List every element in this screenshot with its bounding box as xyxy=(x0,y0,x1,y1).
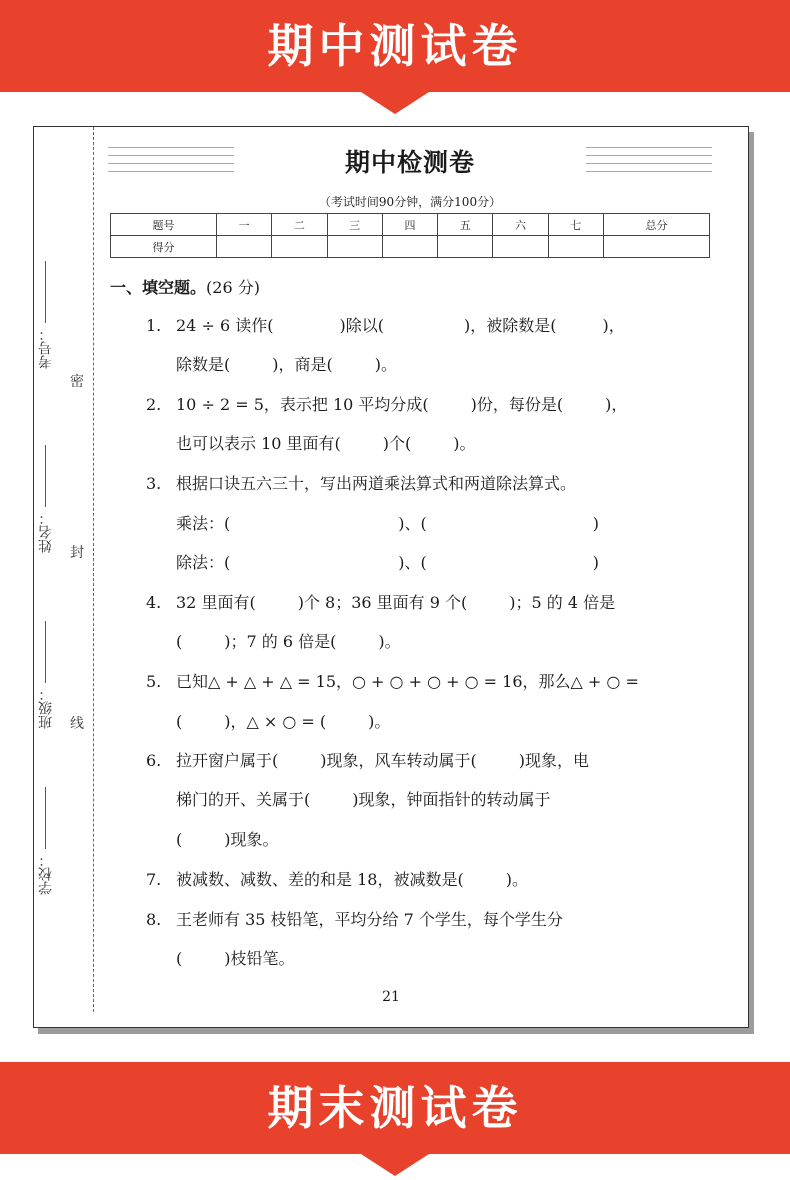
text: )、( xyxy=(398,514,427,533)
table-cell: 五 xyxy=(438,214,493,236)
table-cell: 七 xyxy=(548,214,603,236)
question-1-line-2 xyxy=(176,357,397,373)
top-banner: 期中测试卷 xyxy=(0,0,790,92)
text: ) xyxy=(592,553,599,572)
question-2-line-1 xyxy=(146,397,627,413)
question-6-line-2 xyxy=(176,792,551,808)
field-label: 班级： xyxy=(38,687,54,729)
section-title-text: 一、填空题。 xyxy=(110,278,207,297)
text: 24 ÷ 6 读作( xyxy=(176,316,274,335)
binding-dashed-line xyxy=(93,127,94,1012)
question-8-line-2 xyxy=(176,951,295,967)
text: )，被除数是( xyxy=(463,316,557,335)
question-number: 4. xyxy=(146,593,162,612)
table-cell: 六 xyxy=(493,214,548,236)
section-points: (26 分) xyxy=(206,278,260,297)
field-class xyxy=(36,621,62,729)
text: )；5 的 4 倍是 xyxy=(509,593,616,612)
score-table-score-row xyxy=(111,236,710,258)
field-label: 考号： xyxy=(38,327,54,369)
text: )现象，钟面指针的转动属于 xyxy=(352,790,551,809)
field-exam-number xyxy=(36,261,62,369)
question-4-line-2 xyxy=(176,634,401,650)
page-title: 期中检测卷 xyxy=(344,148,475,177)
text: )枝铅笔。 xyxy=(224,949,295,968)
field-blank xyxy=(46,445,47,507)
text: )，商是( xyxy=(272,355,333,374)
text: )。 xyxy=(374,355,397,374)
text: ( xyxy=(176,949,183,968)
text: ( xyxy=(176,632,183,651)
text: 10 ÷ 2 = 5，表示把 10 平均分成( xyxy=(176,395,429,414)
score-cell[interactable] xyxy=(548,236,603,258)
question-number: 8. xyxy=(146,910,162,929)
question-1-line-1 xyxy=(146,318,625,334)
seal-mi: 密 xyxy=(70,374,84,390)
text: )份，每份是( xyxy=(470,395,564,414)
score-cell[interactable] xyxy=(382,236,437,258)
table-cell: 一 xyxy=(216,214,271,236)
score-cell[interactable] xyxy=(272,236,327,258)
text: )现象，风车转动属于( xyxy=(320,751,477,770)
field-blank xyxy=(46,261,47,323)
question-6-line-1 xyxy=(146,753,589,769)
text: )除以( xyxy=(339,316,384,335)
question-7 xyxy=(146,872,528,888)
table-cell: 四 xyxy=(382,214,437,236)
text: )；7 的 6 倍是( xyxy=(224,632,337,651)
question-6-line-3 xyxy=(176,832,279,848)
text: 32 里面有( xyxy=(176,593,256,612)
text: ) xyxy=(592,514,599,533)
text: )个( xyxy=(382,434,412,453)
text: 除数是( xyxy=(176,355,231,374)
text: )，△ × ○ = ( xyxy=(224,712,327,731)
text: )， xyxy=(605,395,628,414)
question-number: 7. xyxy=(146,870,162,889)
question-3-multiplication xyxy=(176,516,599,532)
question-number: 3. xyxy=(146,474,162,493)
text: ( xyxy=(176,712,183,731)
bottom-banner: 期末测试卷 xyxy=(0,1062,790,1154)
text: 梯门的开、关属于( xyxy=(176,790,311,809)
text: )现象。 xyxy=(224,830,279,849)
score-cell[interactable] xyxy=(216,236,271,258)
title-row xyxy=(108,143,712,183)
text: 王老师有 35 枝铅笔，平均分给 7 个学生，每个学生分 xyxy=(176,910,563,929)
text: 除法：( xyxy=(176,553,231,572)
question-number: 6. xyxy=(146,751,162,770)
seal-xian: 线 xyxy=(70,716,84,732)
field-blank xyxy=(46,621,47,683)
question-number: 5. xyxy=(146,672,162,691)
exam-info: （考试时间90分钟，满分100分） xyxy=(318,195,502,209)
field-school xyxy=(36,787,62,895)
question-3-line-1 xyxy=(146,476,576,492)
field-blank xyxy=(46,787,47,849)
question-5-line-2 xyxy=(176,714,390,730)
text: 乘法：( xyxy=(176,514,231,533)
question-3-division xyxy=(176,555,599,571)
bottom-banner-arrow xyxy=(361,1154,429,1176)
score-table-header-row xyxy=(111,214,710,236)
page-number: 21 xyxy=(382,989,400,1005)
table-cell: 题号 xyxy=(111,214,217,236)
top-banner-arrow xyxy=(361,92,429,114)
text: 根据口诀五六三十，写出两道乘法算式和两道除法算式。 xyxy=(176,474,577,493)
text: )。 xyxy=(378,632,401,651)
question-5-line-1 xyxy=(146,674,639,690)
table-cell: 得分 xyxy=(111,236,217,258)
score-cell[interactable] xyxy=(438,236,493,258)
field-label: 姓名： xyxy=(38,511,54,553)
table-cell: 总分 xyxy=(603,214,709,236)
field-label: 学校： xyxy=(38,853,54,895)
question-number: 1. xyxy=(146,316,162,335)
table-cell: 三 xyxy=(327,214,382,236)
question-8-line-1 xyxy=(146,912,563,928)
text: 也可以表示 10 里面有( xyxy=(176,434,341,453)
seal-feng: 封 xyxy=(70,545,84,561)
text: )、( xyxy=(398,553,427,572)
binding-margin xyxy=(34,127,94,1027)
question-2-line-2 xyxy=(176,436,476,452)
text: 被减数、减数、差的和是 18，被减数是( xyxy=(176,870,464,889)
text: )。 xyxy=(453,434,476,453)
text: )。 xyxy=(505,870,528,889)
section-title xyxy=(110,275,260,298)
question-number: 2. xyxy=(146,395,162,414)
score-cell[interactable] xyxy=(327,236,382,258)
score-cell[interactable] xyxy=(603,236,709,258)
table-cell: 二 xyxy=(272,214,327,236)
text: )。 xyxy=(368,712,391,731)
text: )个 8；36 里面有 9 个( xyxy=(297,593,468,612)
field-name xyxy=(36,445,62,553)
text: ( xyxy=(176,830,183,849)
score-table xyxy=(110,213,710,258)
text: 已知△ + △ + △ = 15，○ + ○ + ○ + ○ = 16，那么△ + ○ = xyxy=(176,672,639,691)
question-4-line-1 xyxy=(146,595,615,611)
score-cell[interactable] xyxy=(493,236,548,258)
text: )现象，电 xyxy=(518,751,589,770)
decorative-stripes xyxy=(586,147,712,177)
text: 拉开窗户属于( xyxy=(176,751,279,770)
text: )， xyxy=(602,316,625,335)
exam-sheet xyxy=(33,126,749,1028)
